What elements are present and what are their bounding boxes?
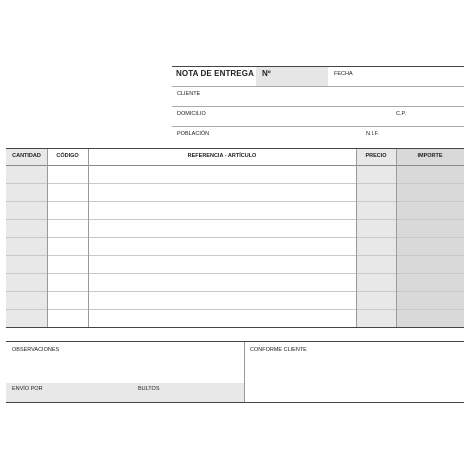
header-rule <box>172 106 464 107</box>
address-label: DOMICILIO <box>177 111 206 117</box>
postal-code-label: C.P. <box>396 111 406 117</box>
quantity-column-shade <box>6 149 47 327</box>
column-header-code: CÓDIGO <box>56 153 79 159</box>
observations-label: OBSERVACIONES <box>12 347 60 353</box>
table-bottom-rule <box>6 327 464 328</box>
footer-top-rule <box>6 341 464 342</box>
shipped-by-label: ENVÍO POR <box>12 386 43 392</box>
date-label: FECHA <box>334 71 353 77</box>
client-approval-label: CONFORME CLIENTE <box>250 347 307 353</box>
footer-bottom-rule <box>6 402 464 403</box>
column-divider <box>88 149 89 327</box>
footer-divider <box>244 342 245 402</box>
column-header-amount: IMPORTE <box>417 153 443 159</box>
price-column-shade <box>356 149 396 327</box>
town-label: POBLACIÓN <box>177 131 210 137</box>
header-rule <box>172 86 464 87</box>
number-label: Nº <box>262 69 271 78</box>
column-header-price: PRECIO <box>365 153 387 159</box>
items-table <box>6 148 464 328</box>
column-divider <box>47 149 48 327</box>
header-rule <box>172 126 464 127</box>
column-divider <box>356 149 357 327</box>
column-header-reference: REFERENCIA - ARTÍCULO <box>187 153 257 159</box>
column-header-quantity: CANTIDAD <box>12 153 41 159</box>
document-title: NOTA DE ENTREGA <box>176 69 254 78</box>
column-divider <box>396 149 397 327</box>
packages-label: BULTOS <box>138 386 160 392</box>
tax-id-label: N.I.F. <box>366 131 379 137</box>
amount-column-shade <box>397 149 464 327</box>
client-label: CLIENTE <box>177 91 201 97</box>
